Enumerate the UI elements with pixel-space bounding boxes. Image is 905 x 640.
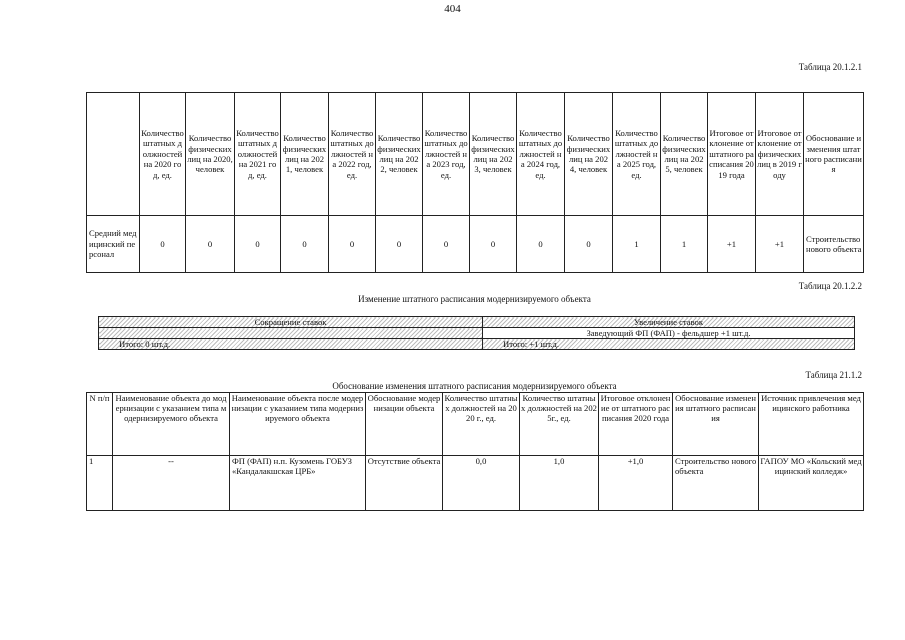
table1-header-row (87, 93, 864, 216)
table-cell: 1,0 (520, 456, 599, 511)
table-cell: -- (113, 456, 230, 511)
table-row (87, 456, 864, 511)
table-cell: +1 (708, 216, 756, 273)
table-cell: +1 (756, 216, 804, 273)
increase-header: Увеличение ставок (483, 317, 855, 328)
table1-header: Количество штатных должностей на 2022 год, ед. (329, 93, 376, 216)
table-cell: Отсутствие объекта (366, 456, 443, 511)
table-cell: 0 (186, 216, 235, 273)
table-cell: 0 (565, 216, 613, 273)
table-cell: ГАПОУ МО «Кольский медицинский колледж» (759, 456, 864, 511)
table1-caption: Таблица 20.1.2.1 (798, 62, 862, 72)
table3-header: Количество штатных должностей на 2020 г., ед. (443, 393, 520, 456)
table-cell: Строительство нового объекта (673, 456, 759, 511)
reduce-header: Сокращение ставок (99, 317, 483, 328)
table-cell: 1 (661, 216, 708, 273)
table2-title: Изменение штатного расписания модернизируемого объекта (358, 294, 591, 304)
page-number: 404 (444, 3, 461, 15)
table-cell: 0 (281, 216, 329, 273)
table3-header: Итоговое отклонение от штатного расписания 2020 года (599, 393, 673, 456)
row-label: Средний медицинский персонал (87, 216, 140, 273)
table-cell: 1 (613, 216, 661, 273)
table1-header: Обоснование изменения штатного расписания (804, 93, 864, 216)
table3-header: Источник привлечения медицинского работника (759, 393, 864, 456)
table-row (99, 328, 855, 339)
table2-total-row (99, 339, 855, 350)
table-cell: +1,0 (599, 456, 673, 511)
table3-header: Обоснование модернизации объекта (366, 393, 443, 456)
table3-title: Обоснование изменения штатного расписания модернизируемого объекта (332, 381, 617, 391)
table1-header: Количество физических лиц на 2024, человек (565, 93, 613, 216)
table1-header: Количество физических лиц на 2020, человек (186, 93, 235, 216)
staff-change-table-20-1-2-2 (98, 316, 855, 350)
table1-header: Количество физических лиц на 2025, человек (661, 93, 708, 216)
justification-table-21-1-2 (86, 392, 864, 511)
table-cell: 1 (87, 456, 113, 511)
table3-header: Наименование объекта после модернизации с указанием типа модернизируемого объекта (230, 393, 366, 456)
table-cell: 0 (376, 216, 423, 273)
table1-header: Количество физических лиц на 2023, человек (470, 93, 517, 216)
table1-header: Количество физических лиц на 2021, человек (281, 93, 329, 216)
reduce-total: Итого: 0 шт.д. (99, 339, 483, 350)
table1-header: Количество штатных должностей на 2024 год, ед. (517, 93, 565, 216)
table1-header: Количество физических лиц на 2022, человек (376, 93, 423, 216)
table-cell: 0 (470, 216, 517, 273)
table-cell: 0 (140, 216, 186, 273)
table1-header (87, 93, 140, 216)
table-cell: Строительство нового объекта (804, 216, 864, 273)
reduce-cell (99, 328, 483, 339)
staffing-table-20-1-2-1 (86, 92, 864, 273)
increase-item: Заведующий ФП (ФАП) - фельдшер +1 шт.д. (483, 328, 855, 339)
table-row (87, 216, 864, 273)
table3-header: N п/п (87, 393, 113, 456)
table1-header: Количество штатных должностей на 2020 год, ед. (140, 93, 186, 216)
table3-header: Обоснование изменения штатного расписания (673, 393, 759, 456)
table1-header: Итоговое отклонение от физических лиц в 2019 году (756, 93, 804, 216)
table2-header-row (99, 317, 855, 328)
table2-caption: Таблица 20.1.2.2 (798, 281, 862, 291)
table3-header-row (87, 393, 864, 456)
table1-header: Количество штатных должностей на 2025 год, ед. (613, 93, 661, 216)
table-cell: 0 (517, 216, 565, 273)
table-cell: 0 (423, 216, 470, 273)
table-cell: 0 (235, 216, 281, 273)
table-cell: 0 (329, 216, 376, 273)
table3-header: Наименование объекта до модернизации с указанием типа модернизируемого объекта (113, 393, 230, 456)
table-cell: ФП (ФАП) н.п. Кузомень ГОБУЗ «Кандалакшская ЦРБ» (230, 456, 366, 511)
increase-total: Итого: +1 шт.д. (483, 339, 855, 350)
table3-caption: Таблица 21.1.2 (805, 370, 862, 380)
table3-header: Количество штатных должностей на 2025г., ед. (520, 393, 599, 456)
table-cell: 0,0 (443, 456, 520, 511)
table1-header: Количество штатных должностей на 2023 год, ед. (423, 93, 470, 216)
table1-header: Количество штатных должностей на 2021 год, ед. (235, 93, 281, 216)
table1-header: Итоговое отклонение от штатного расписания 2019 года (708, 93, 756, 216)
